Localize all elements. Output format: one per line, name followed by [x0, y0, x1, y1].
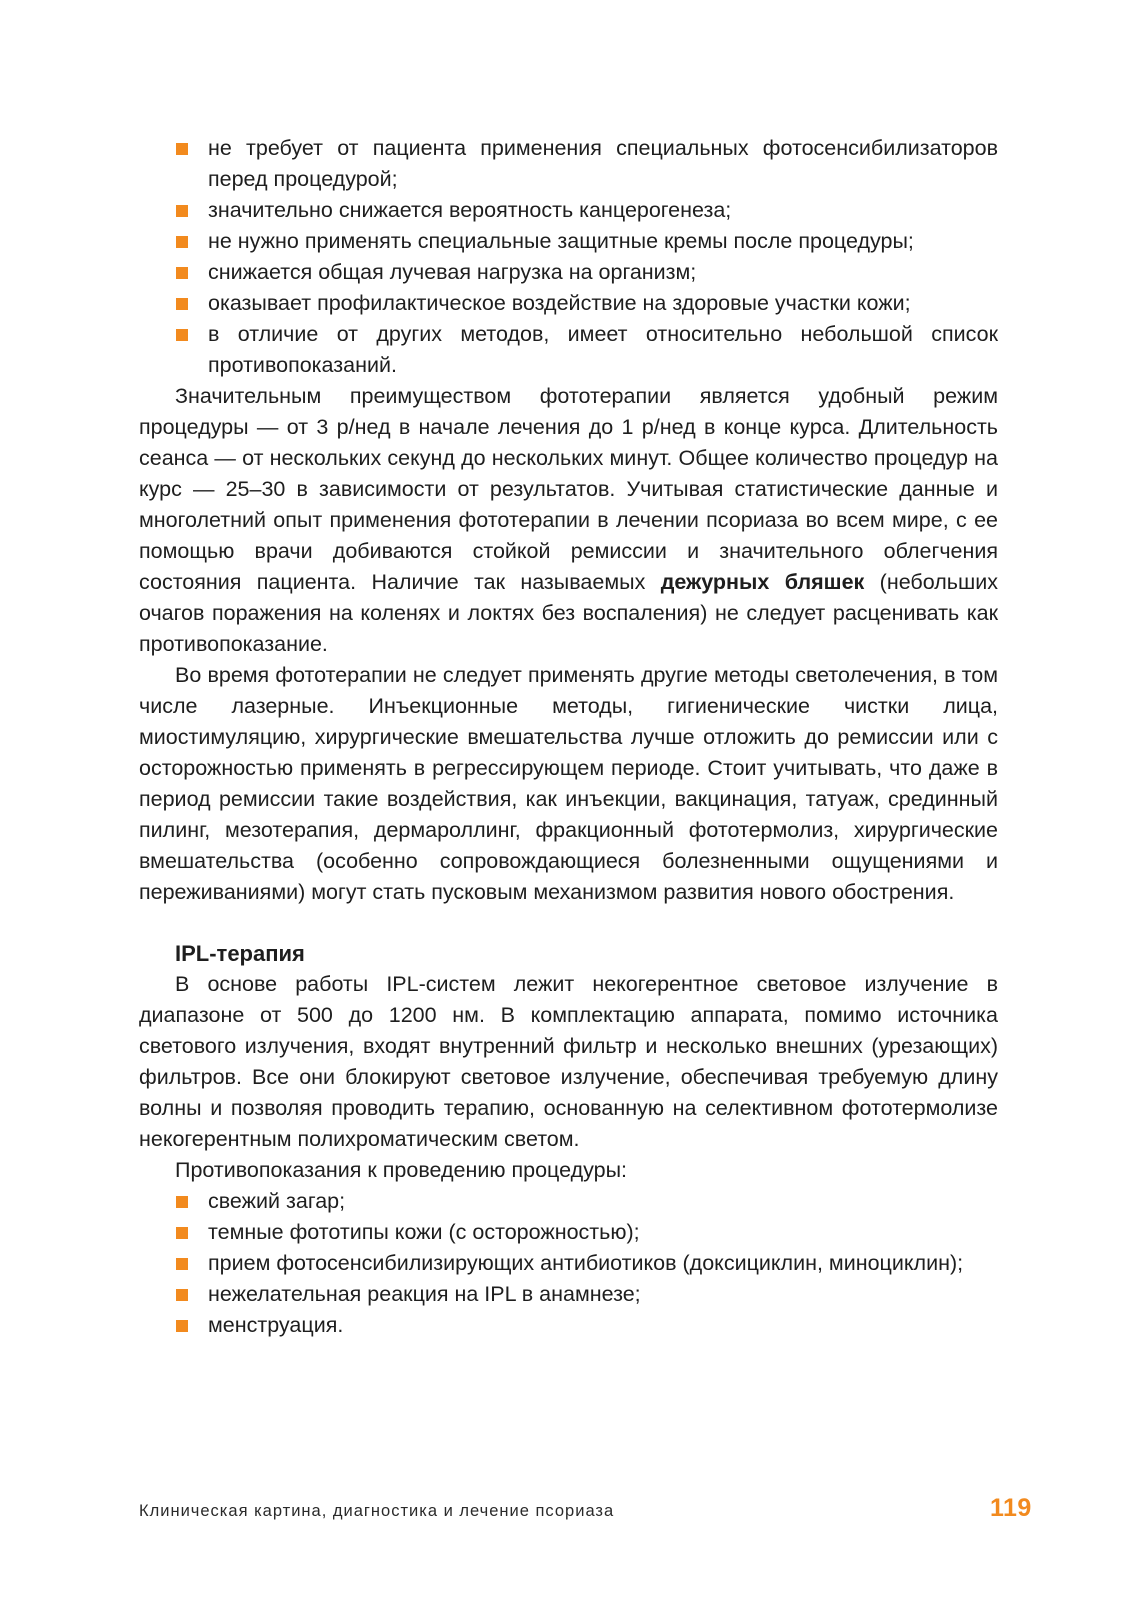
square-bullet-icon	[176, 143, 188, 155]
square-bullet-icon	[176, 267, 188, 279]
paragraph-phototherapy-regimen	[139, 381, 998, 660]
contraindications-lead: Противопоказания к проведению процедуры:	[175, 1158, 628, 1182]
running-footer-title: Клиническая картина, диагностика и лечение псориаза	[139, 1502, 615, 1520]
list-item	[139, 1248, 998, 1279]
paragraph-text: (небольших очагов поражения на коленях и локтях без воспаления) не следует расценивать как противопоказание.	[139, 570, 998, 656]
square-bullet-icon	[176, 329, 188, 341]
list-item	[139, 133, 998, 195]
page-number: 119	[990, 1494, 1032, 1522]
list-item-text: свежий загар;	[208, 1189, 346, 1213]
list-item	[139, 1279, 998, 1310]
square-bullet-icon	[176, 1196, 188, 1208]
square-bullet-icon	[176, 1227, 188, 1239]
list-item-text: не требует от пациента применения специальных фотосенсибилизаторов перед процедурой;	[208, 136, 998, 191]
square-bullet-icon	[176, 205, 188, 217]
section-heading: IPL-терапия	[175, 941, 305, 966]
paragraph-text: Значительным преимуществом фототерапии является удобный режим процедуры — от 3 р/нед в начале лечения до 1 р/нед в конце курса. Длительность сеанса — от нескольких секунд до нескольких минут. Общее количество процедур на курс — 25–30 в зависимости от результатов. Учитывая статистические данные и многолетний опыт применения фототерапии в лечении псориаза во всем мире, с ее помощью врачи добиваются стойкой ремиссии и значительного облегчения состояния пациента. Наличие так называемых	[139, 384, 998, 594]
bold-term: дежурных бляшек	[660, 570, 865, 594]
paragraph-ipl-description: В основе работы IPL-систем лежит некогерентное световое излучение в диапазоне от 500 до 1200 нм. В комплектацию аппарата, помимо источника светового излучения, входят внутренний фильтр и несколько внешних (урезающих) фильтров. Все они блокируют световое излучение, обеспечивая требуемую длину волны и позволяя проводить терапию, основанную на селективном фототермолизе некогерентным полихроматическим светом.	[139, 972, 998, 1151]
contraindications-list	[139, 1186, 998, 1341]
list-item	[139, 1217, 998, 1248]
advantages-list	[139, 133, 998, 381]
list-item-text: снижается общая лучевая нагрузка на организм;	[208, 260, 697, 284]
list-item-text: в отличие от других методов, имеет относительно небольшой список противопоказаний.	[208, 322, 998, 377]
square-bullet-icon	[176, 1289, 188, 1301]
list-item	[139, 257, 998, 288]
list-item-text: нежелательная реакция на IPL в анамнезе;	[208, 1282, 641, 1306]
list-item-text: менструация.	[208, 1313, 344, 1337]
list-item-text: прием фотосенсибилизирующих антибиотиков (доксициклин, миноциклин);	[208, 1251, 964, 1275]
list-item-text: не нужно применять специальные защитные кремы после процедуры;	[208, 229, 914, 253]
paragraph-restrictions: Во время фототерапии не следует применять другие методы светолечения, в том числе лазерные. Инъекционные методы, гигиенические чистки лица, миостимуляцию, хирургические вмешательства лучше отложить до ремиссии или с осторожностью применять в регрессирующем периоде. Стоит учитывать, что даже в период ремиссии такие воздействия, как инъекции, вакцинация, татуаж, срединный пилинг, мезотерапия, дермароллинг, фракционный фототермолиз, хирургические вмешательства (особенно сопровождающиеся болезненными ощущениями и переживаниями) могут стать пусковым механизмом развития нового обострения.	[139, 663, 998, 904]
list-item	[139, 1310, 998, 1341]
square-bullet-icon	[176, 298, 188, 310]
list-item	[139, 319, 998, 381]
list-item-text: темные фототипы кожи (с осторожностью);	[208, 1220, 640, 1244]
list-item-text: значительно снижается вероятность канцерогенеза;	[208, 198, 732, 222]
page-content	[139, 133, 998, 1341]
square-bullet-icon	[176, 1320, 188, 1332]
list-item	[139, 195, 998, 226]
list-item-text: оказывает профилактическое воздействие на здоровые участки кожи;	[208, 291, 911, 315]
square-bullet-icon	[176, 1258, 188, 1270]
list-item	[139, 288, 998, 319]
list-item	[139, 1186, 998, 1217]
square-bullet-icon	[176, 236, 188, 248]
list-item	[139, 226, 998, 257]
